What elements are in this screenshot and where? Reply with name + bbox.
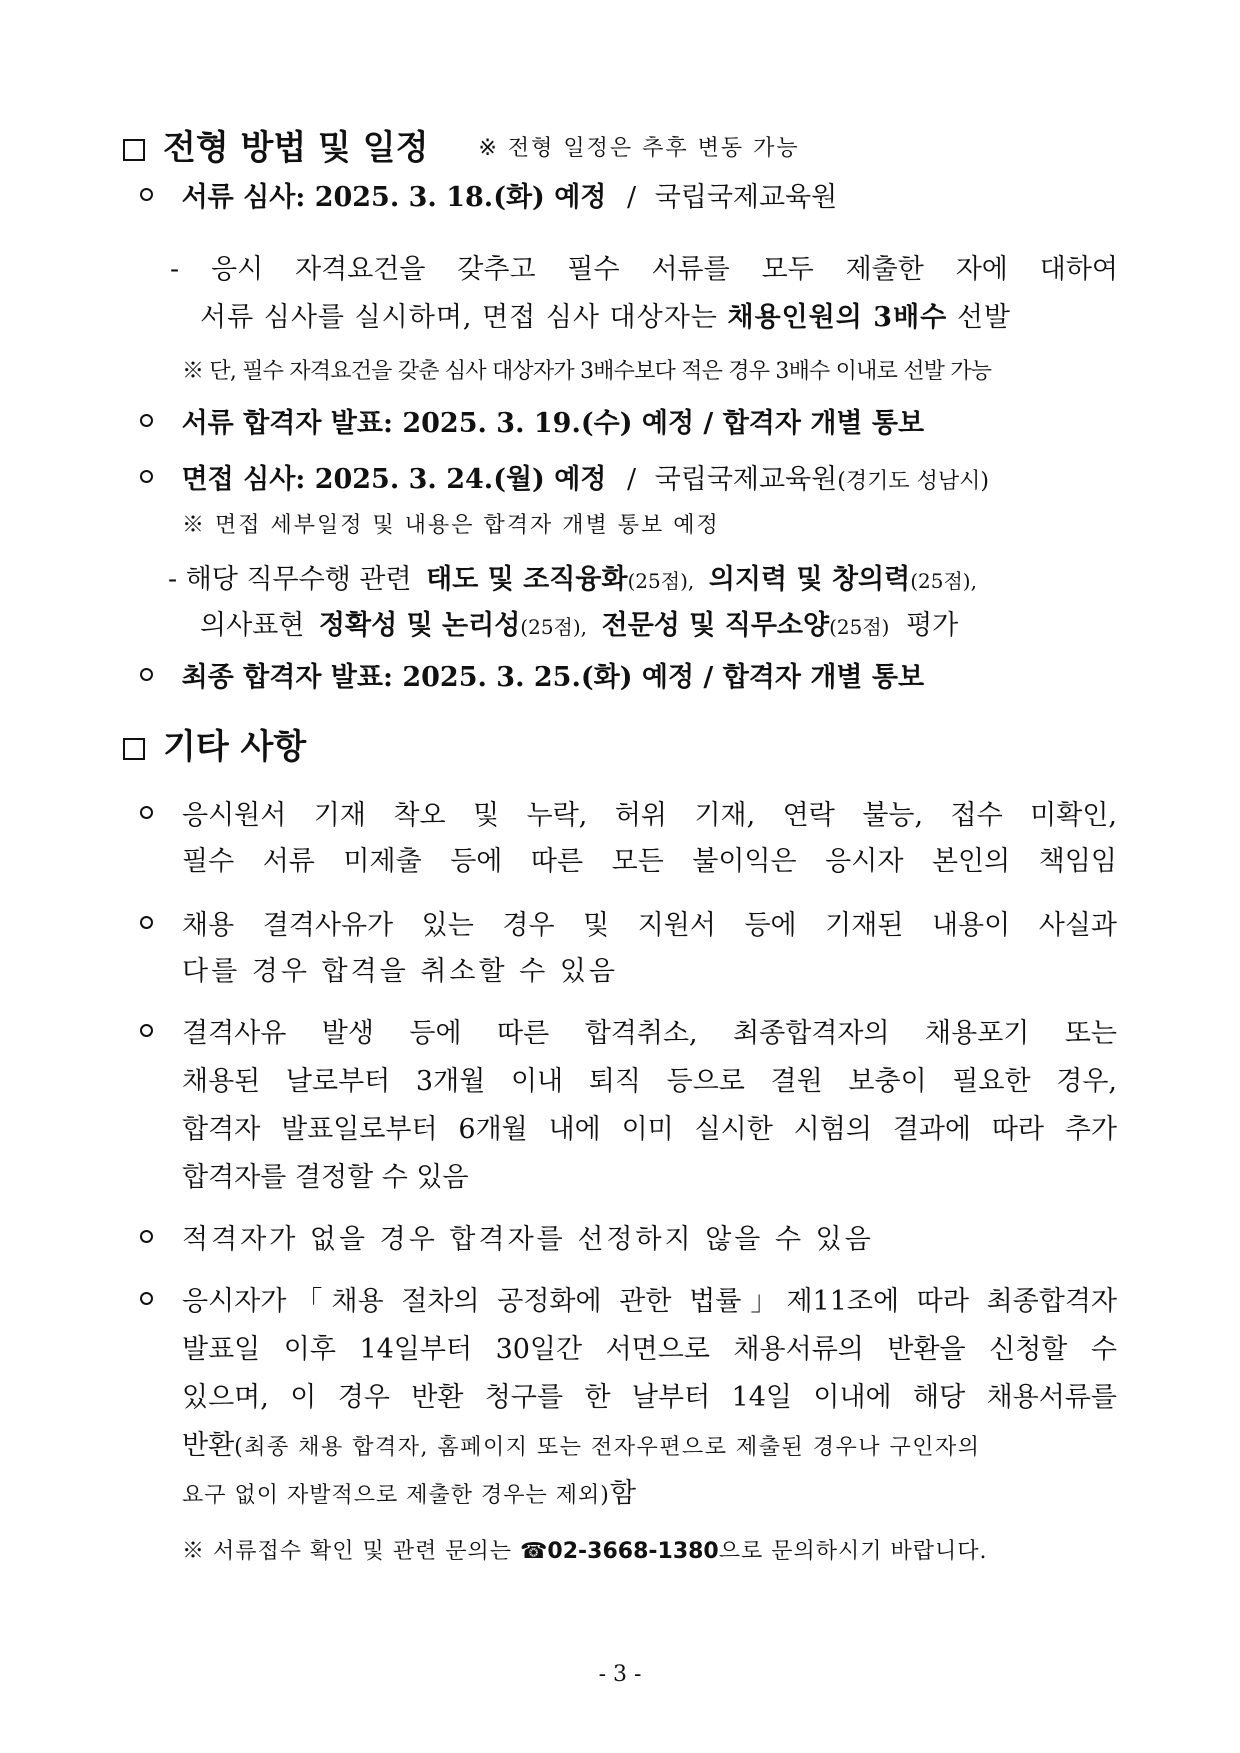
- etc-item-3-line-2: 채용된 날로부터 3개월 이내 퇴직 등으로 결원 보충이 필요한 경우,: [182, 1066, 1117, 1097]
- section-heading-etc: [123, 725, 306, 769]
- interview-place: 국립국제교육원: [654, 464, 838, 495]
- contact-text: ※ 서류접수 확인 및 관련 문의는: [182, 1539, 512, 1564]
- etc-bullet-5: [140, 1282, 153, 1322]
- etc-text: 반환: [182, 1430, 235, 1461]
- eval-item: 전문성 및 직무소양: [601, 610, 830, 641]
- section-title: 기타 사항: [163, 727, 307, 767]
- etc-text: 함: [609, 1478, 636, 1509]
- page-number: - 3 -: [598, 1662, 642, 1687]
- eval-item: 의지력 및 창의력: [708, 564, 911, 595]
- etc-text-small: (최종 채용 합격자, 홈페이지 또는 전자우편으로 제출된 경우나 구인자의: [234, 1435, 981, 1460]
- doc-review-detail-1: - 응시 자격요건을 갖추고 필수 서류를 모두 제출한 자에 대하여: [170, 254, 1118, 285]
- detail-text: 선발: [956, 302, 1012, 333]
- eval-item: 정확성 및 논리성: [318, 610, 521, 641]
- bullet-circle-icon: [140, 806, 153, 819]
- contact-note: [182, 1532, 988, 1572]
- schedule-change-note: ※ 전형 일정은 추후 변동 가능: [478, 136, 800, 161]
- doc-review-detail-2: [200, 298, 1011, 338]
- separator: /: [626, 464, 637, 495]
- etc-item-1-line-1: 응시원서 기재 착오 및 누락, 허위 기재, 연락 불능, 접수 미확인,: [182, 800, 1117, 831]
- doc-review-place: 국립국제교육원: [654, 182, 838, 213]
- etc-item-3-line-1: 결격사유 발생 등에 따른 합격취소, 최종합격자의 채용포기 또는: [182, 1018, 1117, 1049]
- etc-text-small: 요구 없이 자발적으로 제출한 경우는 제외): [182, 1483, 610, 1508]
- bullet-circle-icon: [140, 188, 153, 201]
- section-title: 전형 방법 및 일정: [163, 128, 429, 168]
- interview-label: 면접 심사: 2025. 3. 24.(월) 예정: [181, 464, 607, 495]
- etc-item-2-line-2: 다를 경우 합격을 취소할 수 있음: [182, 956, 618, 987]
- checkbox-square-icon: [123, 738, 145, 760]
- etc-bullet-1: [140, 796, 153, 836]
- interview-place-detail: (경기도 성남시): [837, 469, 989, 494]
- section-heading-schedule: [123, 126, 800, 171]
- interview-eval-line-1: [168, 560, 977, 601]
- contact-phone: ☎02-3668-1380: [520, 1539, 719, 1564]
- eval-score: (25점): [829, 615, 890, 639]
- bullet-circle-icon: [140, 1024, 153, 1037]
- eval-text: - 해당 직무수행 관련: [168, 564, 412, 595]
- etc-item-5-line-5: [182, 1474, 636, 1516]
- bullet-circle-icon: [140, 414, 153, 427]
- checkbox-square-icon: [123, 139, 145, 161]
- etc-item-4-line-1: 적격자가 없을 경우 합격자를 선정하지 않을 수 있음: [182, 1224, 874, 1255]
- etc-item-5-line-4: [182, 1426, 981, 1468]
- etc-bullet-4: [140, 1220, 153, 1260]
- eval-text: 평가: [906, 610, 959, 641]
- separator: /: [626, 182, 637, 213]
- bullet-circle-icon: [140, 1292, 153, 1305]
- etc-item-3-line-3: 합격자 발표일로부터 6개월 내에 이미 실시한 시험의 결과에 따라 추가: [182, 1114, 1117, 1145]
- etc-item-3-line-4: 합격자를 결정할 수 있음: [182, 1162, 469, 1193]
- etc-item-5-line-3: 있으며, 이 경우 반환 청구를 한 날부터 14일 이내에 해당 채용서류를: [182, 1382, 1117, 1413]
- bullet-circle-icon: [140, 1230, 153, 1243]
- doc-result-item: [140, 404, 924, 444]
- eval-item: 태도 및 조직융화: [426, 564, 628, 595]
- detail-text: 서류 심사를 실시하며, 면접 심사 대상자는: [200, 302, 718, 333]
- interview-item: [140, 460, 989, 502]
- etc-item-2-line-1: 채용 결격사유가 있는 경우 및 지원서 등에 기재된 내용이 사실과: [182, 910, 1117, 941]
- doc-review-item: [140, 178, 837, 218]
- final-result-label: 최종 합격자 발표: 2025. 3. 25.(화) 예정 / 합격자 개별 통보: [181, 662, 925, 693]
- etc-bullet-2: [140, 906, 153, 946]
- eval-score: (25점),: [520, 615, 588, 639]
- bullet-circle-icon: [140, 470, 153, 483]
- etc-item-5-line-2: 발표일 이후 14일부터 30일간 서면으로 채용서류의 반환을 신청할 수: [182, 1334, 1117, 1365]
- eval-score: (25점),: [910, 569, 977, 593]
- final-result-item: [140, 658, 924, 698]
- detail-emphasis: 채용인원의 3배수: [727, 302, 948, 333]
- doc-review-note: ※ 단, 필수 자격요건을 갖춘 심사 대상자가 3배수보다 적은 경우 3배수 이내로 선발 가능: [182, 359, 992, 384]
- doc-result-label: 서류 합격자 발표: 2025. 3. 19.(수) 예정 / 합격자 개별 통보: [181, 408, 925, 439]
- bullet-circle-icon: [140, 916, 153, 929]
- interview-eval-line-2: [200, 606, 958, 647]
- eval-text: 의사표현: [200, 610, 305, 641]
- etc-item-1-line-2: 필수 서류 미제출 등에 따른 모든 불이익은 응시자 본인의 책임임: [182, 846, 1117, 877]
- bullet-circle-icon: [140, 668, 153, 681]
- eval-score: (25점),: [627, 569, 695, 593]
- doc-review-label: 서류 심사: 2025. 3. 18.(화) 예정: [181, 182, 607, 213]
- contact-text: 으로 문의하시기 바랍니다.: [718, 1539, 988, 1564]
- etc-bullet-3: [140, 1014, 153, 1054]
- etc-item-5-line-1: 응시자가「채용 절차의 공정화에 관한 법률」제11조에 따라 최종합격자: [182, 1286, 1117, 1317]
- interview-note: ※ 면접 세부일정 및 내용은 합격자 개별 통보 예정: [182, 513, 720, 538]
